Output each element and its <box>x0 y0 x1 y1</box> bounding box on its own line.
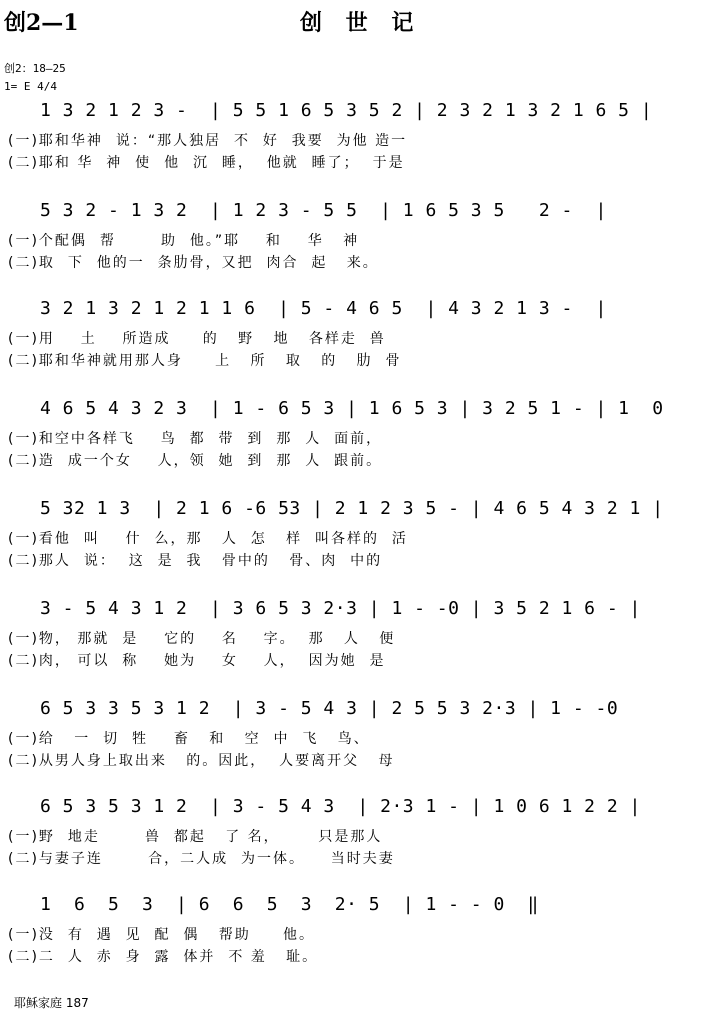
notation-line: 5 3 2 - 1 3 2 | 1 2 3 - 5 5 | 1 6 5 3 5 2 - | <box>40 200 607 221</box>
page-footer: 耶稣家庭 187 <box>14 996 89 1010</box>
lyric-verse-2: (二)那人 说： 这 是 我 骨中的 骨、肉 中的 <box>8 553 383 569</box>
music-system-4 <box>0 398 701 503</box>
lyric-verse-1: (一)没 有 遇 见 配 偶 帮助 他。 <box>8 927 316 943</box>
music-system-9 <box>0 894 701 999</box>
notation-line: 4 6 5 4 3 2 3 | 1 - 6 5 3 | 1 6 5 3 | 3 2 5 1 - | 1 0 <box>40 398 664 419</box>
music-system-7 <box>0 698 701 803</box>
lyric-verse-1: (一)耶和华神 说：“那人独居 不 好 我要 为他 造一 <box>8 133 408 149</box>
notation-line: 1 6 5 3 | 6 6 5 3 2· 5 | 1 - - 0 ‖ <box>40 894 539 915</box>
lyric-verse-1: (一)和空中各样飞 鸟 都 带 到 那 人 面前， <box>8 431 383 447</box>
music-system-5 <box>0 498 701 603</box>
music-system-1 <box>0 100 701 205</box>
lyric-verse-1: (一)个配偶 帮 助 他。”耶 和 华 神 <box>8 233 360 249</box>
key-signature: 1= E 4/4 <box>4 80 57 93</box>
lyric-verse-1: (一)用 土 所造成 的 野 地 各样走 兽 <box>8 331 386 347</box>
music-system-3 <box>0 298 701 403</box>
lyric-verse-2: (二)从男人身上取出来 的。因此， 人要离开父 母 <box>8 753 395 769</box>
notation-line: 6 5 3 5 3 1 2 | 3 - 5 4 3 | 2·3 1 - | 1 0 6 1 2 2 | <box>40 796 641 817</box>
lyric-verse-2: (二)造 成一个女 人，领 她 到 那 人 跟前。 <box>8 453 383 469</box>
lyric-verse-2: (二)耶和 华 神 使 他 沉 睡， 他就 睡了； 于是 <box>8 155 405 171</box>
lyric-verse-1: (一)看他 叫 什 么，那 人 怎 样 叫各样的 活 <box>8 531 408 547</box>
page-code: 创2—1 <box>4 10 79 36</box>
lyric-verse-1: (一)给 一 切 牲 畜 和 空 中 飞 鸟、 <box>8 731 370 747</box>
lyric-verse-1: (一)物， 那就 是 它的 名 字。 那 人 便 <box>8 631 396 647</box>
music-system-8 <box>0 796 701 901</box>
lyric-verse-2: (二)二 人 赤 身 露 体并 不 羞 耻。 <box>8 949 319 965</box>
notation-line: 5 32 1 3 | 2 1 6 -6 53 | 2 1 2 3 5 - | 4 6 5 4 3 2 1 | <box>40 498 664 519</box>
scripture-reference: 创2：18—25 <box>4 62 66 75</box>
lyric-verse-2: (二)与妻子连 合，二人成 为一体。 当时夫妻 <box>8 851 395 867</box>
notation-line: 3 2 1 3 2 1 2 1 1 6 | 5 - 4 6 5 | 4 3 2 1 3 - | <box>40 298 607 319</box>
lyric-verse-2: (二)取 下 他的一 条肋骨，又把 肉合 起 来。 <box>8 255 379 271</box>
music-system-6 <box>0 598 701 703</box>
lyric-verse-1: (一)野 地走 兽 都起 了 名， 只是那人 <box>8 829 383 845</box>
notation-line: 6 5 3 3 5 3 1 2 | 3 - 5 4 3 | 2 5 5 3 2·3 | 1 - -0 <box>40 698 619 719</box>
music-system-2 <box>0 200 701 305</box>
notation-line: 3 - 5 4 3 1 2 | 3 6 5 3 2·3 | 1 - -0 | 3 5 2 1 6 - | <box>40 598 641 619</box>
notation-line: 1 3 2 1 2 3 - | 5 5 1 6 5 3 5 2 | 2 3 2 1 3 2 1 6 5 | <box>40 100 653 121</box>
lyric-verse-2: (二)肉， 可以 称 她为 女 人， 因为她 是 <box>8 653 386 669</box>
song-title: 创 世 记 <box>300 10 422 36</box>
lyric-verse-2: (二)耶和华神就用那人身 上 所 取 的 肋 骨 <box>8 353 402 369</box>
